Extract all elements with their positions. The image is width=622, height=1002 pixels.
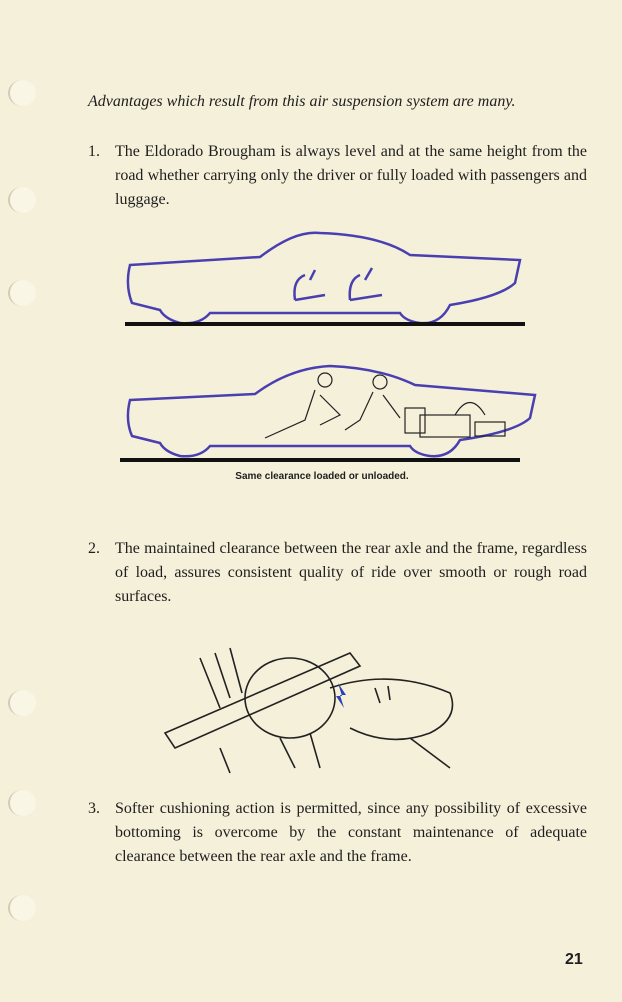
- item-number: 2.: [88, 540, 100, 557]
- item-text: The maintained clearance between the rear axle and the frame, regardless of load, assures consistent quality of ride over smooth or rough road surfaces.: [115, 540, 587, 605]
- item-text: The Eldorado Brougham is always level and at the same height from the road whether carrying only the driver or fully loaded with passengers and luggage.: [115, 143, 587, 208]
- binder-hole: [8, 187, 36, 213]
- binder-hole: [8, 280, 36, 306]
- binder-hole: [8, 790, 36, 816]
- binder-hole: [8, 895, 36, 921]
- road-line: [120, 458, 520, 462]
- car-loaded-illustration: [115, 360, 545, 470]
- rear-axle-illustration: [160, 638, 470, 778]
- item-text: Softer cushioning action is permitted, since any possibility of excessive bottoming is overcome by the constant maintenance of adequate clearance between the rear axle and the frame.: [115, 800, 587, 865]
- list-item-2: [88, 537, 587, 609]
- binder-hole: [8, 690, 36, 716]
- binder-hole: [8, 80, 36, 106]
- item-number: 1.: [88, 143, 100, 160]
- item-number: 3.: [88, 800, 100, 817]
- intro-paragraph: Advantages which result from this air suspension system are many.: [88, 93, 516, 110]
- list-item-3: [88, 797, 587, 869]
- illustration-caption: Same clearance loaded or unloaded.: [235, 471, 409, 482]
- arrow-icon: [336, 683, 346, 708]
- car-unloaded-illustration: [120, 225, 540, 335]
- page-number: 21: [565, 951, 583, 968]
- list-item-1: [88, 140, 587, 212]
- road-line: [125, 322, 525, 326]
